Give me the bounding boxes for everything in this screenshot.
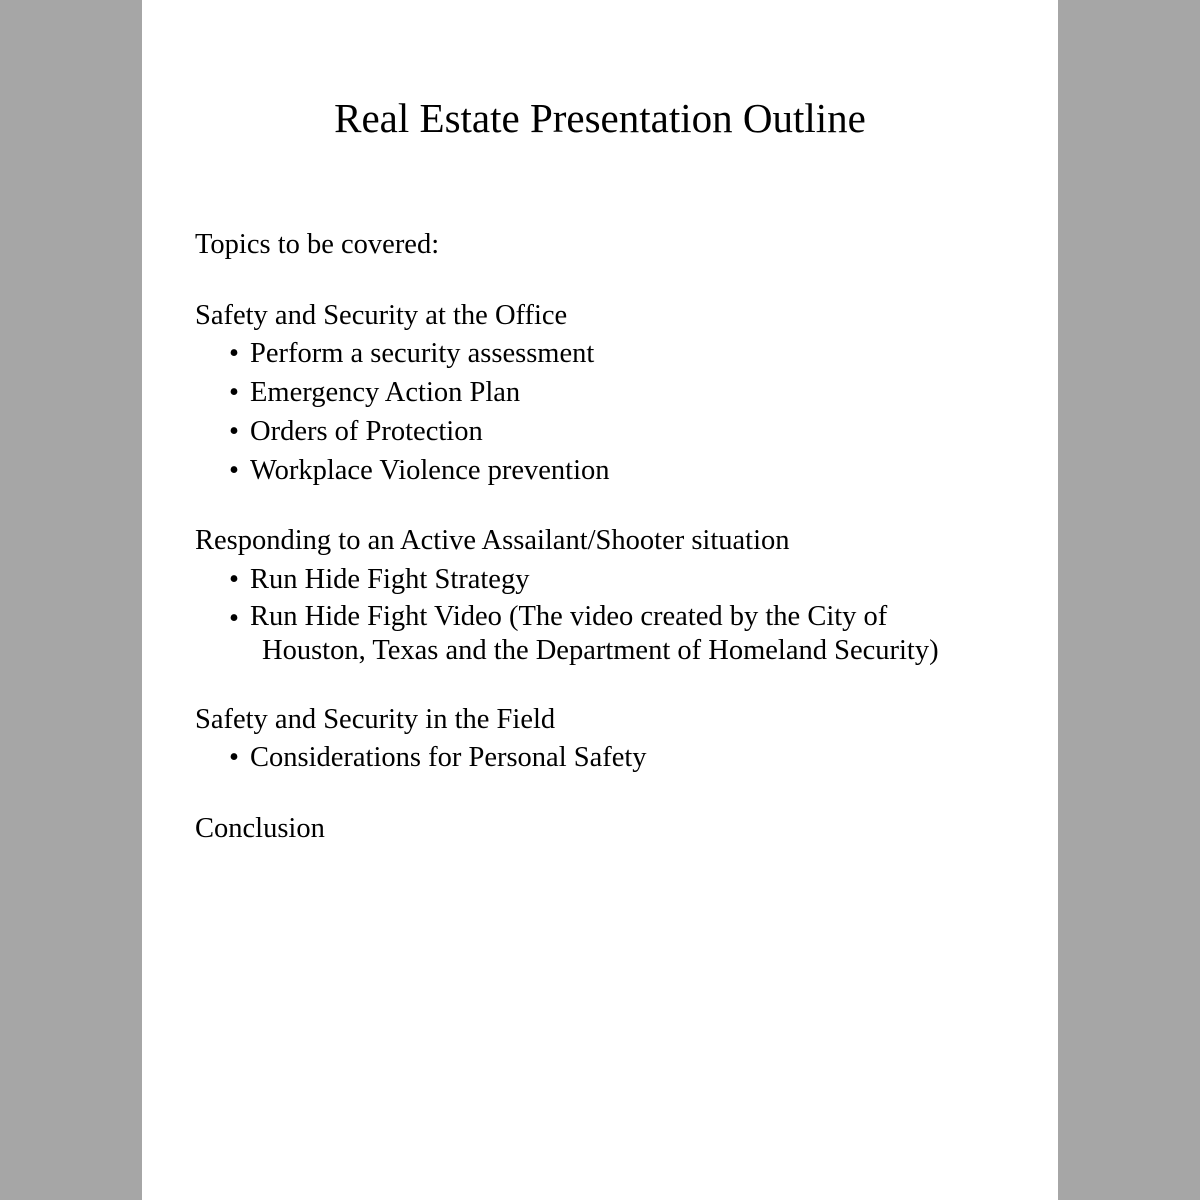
section-heading: Safety and Security at the Office bbox=[195, 299, 568, 331]
bullet-icon: • bbox=[229, 602, 239, 634]
bullet-icon: • bbox=[229, 742, 239, 774]
intro-text: Topics to be covered: bbox=[195, 229, 440, 260]
bullet-icon: • bbox=[229, 377, 239, 409]
list-item bbox=[195, 600, 1015, 669]
section-field bbox=[195, 701, 1015, 778]
list-item-text: Run Hide Fight Strategy bbox=[250, 563, 530, 595]
bullet-list bbox=[195, 739, 1015, 778]
list-item-text bbox=[250, 600, 1015, 669]
list-item-text: Emergency Action Plan bbox=[250, 377, 521, 409]
list-item bbox=[195, 739, 1015, 778]
list-item bbox=[195, 374, 1015, 413]
bullet-list bbox=[195, 335, 1015, 490]
list-item-line-1: Run Hide Fight Video (The video created by the City of bbox=[250, 600, 888, 632]
list-item bbox=[195, 452, 1015, 491]
bullet-icon: • bbox=[229, 338, 239, 370]
list-item-line-2: Houston, Texas and the Department of Homeland Security) bbox=[262, 635, 939, 667]
bullet-icon: • bbox=[229, 415, 239, 447]
document-page bbox=[142, 0, 1058, 1200]
document-title: Real Estate Presentation Outline bbox=[334, 95, 866, 141]
section-active-assailant bbox=[195, 522, 1015, 668]
list-item-text: Orders of Protection bbox=[250, 415, 483, 447]
section-heading: Conclusion bbox=[195, 813, 325, 845]
list-item bbox=[195, 561, 1015, 600]
section-heading: Responding to an Active Assailant/Shooter situation bbox=[195, 525, 790, 557]
bullet-icon: • bbox=[229, 454, 239, 486]
list-item-text: Perform a security assessment bbox=[250, 338, 595, 370]
list-item-text: Workplace Violence prevention bbox=[250, 454, 610, 486]
list-item bbox=[195, 335, 1015, 374]
list-item-text: Considerations for Personal Safety bbox=[250, 742, 647, 774]
section-office bbox=[195, 297, 1015, 491]
section-conclusion bbox=[195, 810, 1015, 849]
bullet-icon: • bbox=[229, 563, 239, 595]
section-heading: Safety and Security in the Field bbox=[195, 703, 556, 735]
list-item bbox=[195, 413, 1015, 452]
document-body bbox=[195, 226, 1015, 881]
bullet-list bbox=[195, 561, 1015, 669]
